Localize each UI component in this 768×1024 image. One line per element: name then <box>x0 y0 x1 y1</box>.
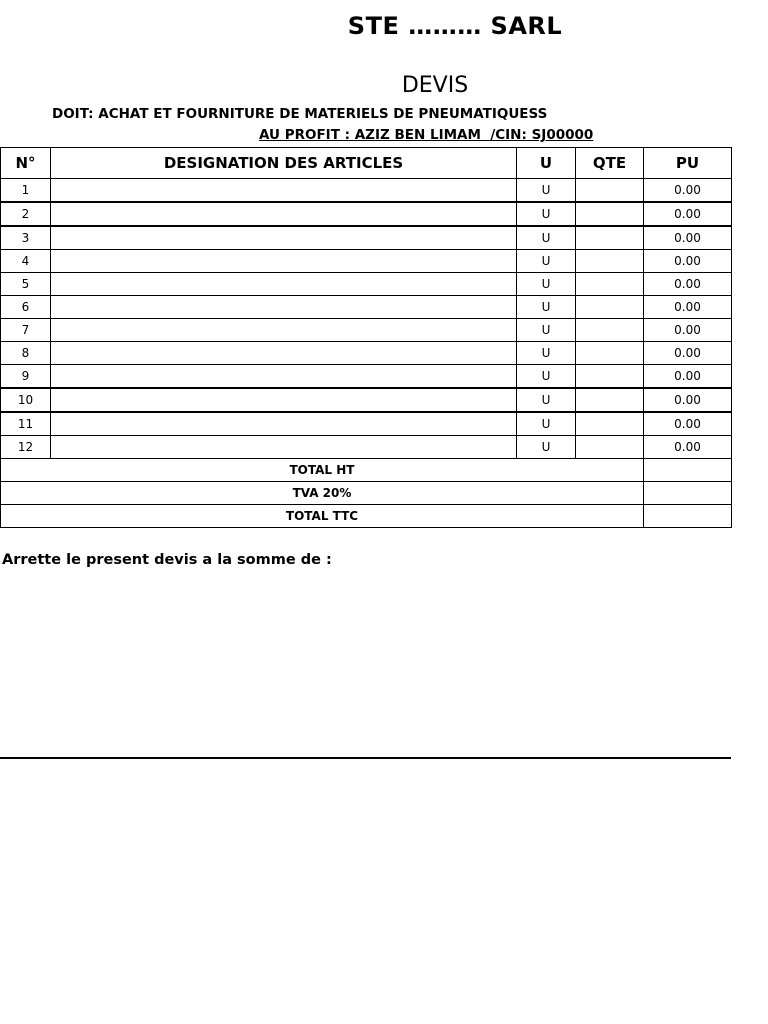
row-designation[interactable] <box>51 296 517 319</box>
footer-divider <box>0 757 731 759</box>
row-quantity[interactable] <box>576 319 644 342</box>
row-unit: U <box>517 342 576 365</box>
row-unit-price[interactable]: 0.00 <box>644 342 732 365</box>
row-designation[interactable] <box>51 319 517 342</box>
row-number: 12 <box>1 436 51 459</box>
row-number: 11 <box>1 412 51 436</box>
row-number: 4 <box>1 250 51 273</box>
row-unit: U <box>517 319 576 342</box>
quote-object: DOIT: ACHAT ET FOURNITURE DE MATERIELS DE PNEUMATIQUESS <box>52 106 548 122</box>
table-row <box>1 365 732 389</box>
row-quantity[interactable] <box>576 296 644 319</box>
row-designation[interactable] <box>51 365 517 389</box>
tva-value[interactable] <box>644 482 732 505</box>
row-unit: U <box>517 273 576 296</box>
row-quantity[interactable] <box>576 388 644 412</box>
total-ht-value[interactable] <box>644 459 732 482</box>
row-quantity[interactable] <box>576 436 644 459</box>
table-row <box>1 273 732 296</box>
table-row <box>1 250 732 273</box>
row-unit-price[interactable]: 0.00 <box>644 365 732 389</box>
row-unit-price[interactable]: 0.00 <box>644 226 732 250</box>
row-unit-price[interactable]: 0.00 <box>644 250 732 273</box>
table-row <box>1 342 732 365</box>
table-row <box>1 296 732 319</box>
total-ttc-row <box>1 505 732 528</box>
row-number: 2 <box>1 202 51 226</box>
row-unit: U <box>517 226 576 250</box>
row-quantity[interactable] <box>576 202 644 226</box>
amount-in-words-label: Arrette le present devis a la somme de : <box>2 552 332 568</box>
row-unit: U <box>517 250 576 273</box>
row-quantity[interactable] <box>576 226 644 250</box>
column-header-unit: U <box>517 148 576 179</box>
table-row <box>1 179 732 203</box>
row-unit: U <box>517 202 576 226</box>
row-designation[interactable] <box>51 342 517 365</box>
total-ttc-label: TOTAL TTC <box>1 505 644 528</box>
table-row <box>1 319 732 342</box>
row-unit-price[interactable]: 0.00 <box>644 296 732 319</box>
quote-beneficiary: AU PROFIT : AZIZ BEN LIMAM /CIN: SJ00000 <box>259 127 594 143</box>
column-header-qty: QTE <box>576 148 644 179</box>
table-row <box>1 436 732 459</box>
row-designation[interactable] <box>51 226 517 250</box>
row-unit: U <box>517 179 576 203</box>
row-number: 9 <box>1 365 51 389</box>
row-unit: U <box>517 365 576 389</box>
row-number: 6 <box>1 296 51 319</box>
row-designation[interactable] <box>51 250 517 273</box>
row-quantity[interactable] <box>576 273 644 296</box>
row-designation[interactable] <box>51 436 517 459</box>
row-unit-price[interactable]: 0.00 <box>644 273 732 296</box>
row-designation[interactable] <box>51 273 517 296</box>
document-title: DEVIS <box>401 73 469 98</box>
table-row <box>1 202 732 226</box>
row-unit-price[interactable]: 0.00 <box>644 202 732 226</box>
row-unit: U <box>517 296 576 319</box>
row-quantity[interactable] <box>576 412 644 436</box>
total-ttc-value[interactable] <box>644 505 732 528</box>
row-quantity[interactable] <box>576 365 644 389</box>
quote-table <box>0 147 732 528</box>
table-row <box>1 412 732 436</box>
table-row <box>1 388 732 412</box>
row-number: 3 <box>1 226 51 250</box>
row-number: 10 <box>1 388 51 412</box>
row-unit: U <box>517 412 576 436</box>
company-name: STE ……… SARL <box>347 12 563 40</box>
row-unit-price[interactable]: 0.00 <box>644 179 732 203</box>
row-quantity[interactable] <box>576 250 644 273</box>
row-designation[interactable] <box>51 388 517 412</box>
row-unit: U <box>517 388 576 412</box>
total-ht-label: TOTAL HT <box>1 459 644 482</box>
tva-row <box>1 482 732 505</box>
row-unit-price[interactable]: 0.00 <box>644 436 732 459</box>
row-number: 8 <box>1 342 51 365</box>
column-header-price: PU <box>644 148 732 179</box>
column-header-designation: DESIGNATION DES ARTICLES <box>51 148 517 179</box>
table-row <box>1 226 732 250</box>
row-unit-price[interactable]: 0.00 <box>644 412 732 436</box>
total-ht-row <box>1 459 732 482</box>
row-number: 1 <box>1 179 51 203</box>
row-unit: U <box>517 436 576 459</box>
row-designation[interactable] <box>51 202 517 226</box>
row-quantity[interactable] <box>576 342 644 365</box>
row-designation[interactable] <box>51 412 517 436</box>
row-quantity[interactable] <box>576 179 644 203</box>
row-unit-price[interactable]: 0.00 <box>644 388 732 412</box>
tva-label: TVA 20% <box>1 482 644 505</box>
row-number: 7 <box>1 319 51 342</box>
row-unit-price[interactable]: 0.00 <box>644 319 732 342</box>
table-header-row <box>1 148 732 179</box>
column-header-no: N° <box>1 148 51 179</box>
row-number: 5 <box>1 273 51 296</box>
row-designation[interactable] <box>51 179 517 203</box>
